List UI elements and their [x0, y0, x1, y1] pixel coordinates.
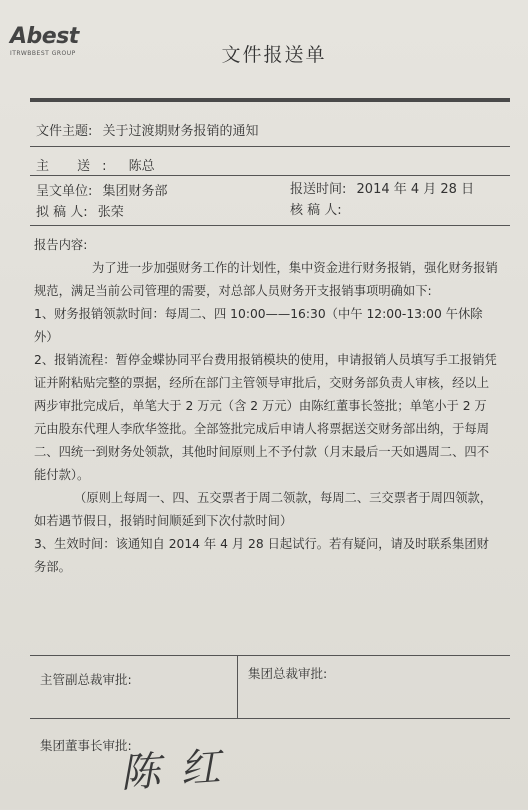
submitter-label: 呈文单位:	[36, 184, 93, 199]
header-divider	[30, 98, 510, 102]
date-row	[290, 178, 474, 197]
content-item-1: 1、财务报销领款时间：每周二、四 10:00——16:30（中午 12:00-13:00 午休除外）	[34, 307, 483, 344]
recipient-value: 陈总	[128, 159, 155, 174]
subject-divider	[30, 146, 510, 147]
submitter-row	[36, 180, 168, 199]
approval-row-divider	[30, 718, 510, 719]
checker-row	[290, 199, 348, 218]
subject-label: 文件主题:	[36, 124, 93, 139]
vp-approval-label: 主管副总裁审批:	[40, 672, 132, 687]
submitter-value: 集团财务部	[102, 184, 168, 199]
approval-column-divider	[237, 656, 238, 718]
chairman-signature: 陈红	[118, 742, 242, 798]
content-note: （原则上每周一、四、五交票者于周二领款，每周二、三交票者于周四领款，如若遇节假日，报销时间顺延到下次付款时间）	[34, 491, 493, 528]
drafter-row	[36, 201, 124, 220]
content-item-3: 3、生效时间：该通知自 2014 年 4 月 28 日起试行。若有疑问，请及时联系集团财务部。	[34, 537, 489, 574]
meta-divider	[30, 225, 510, 226]
content-item-2: 2、报销流程：暂停金蝶协同平台费用报销模块的使用，申请报销人员填写手工报销凭证并附粘贴完整的票据，经所在部门主管领导审批后，交财务部负责人审核，经以上两步审批完成后，单笔大于 2 万元（含 2 万元）由陈红董事长签批；单笔小于 2 万元由股东代理人李欣华签批。全部签批完成后申请人将票据送交财务部出纳，于每周二、四统一到财务处领款，其他时间原则上不予付款（月末最后一天如遇周二、四不能付款）。	[34, 353, 497, 482]
report-content	[34, 234, 498, 579]
chairman-approval-label: 集团董事长审批:	[40, 738, 132, 753]
document-title: 文件报送单	[221, 44, 327, 66]
recipient-label: 主 送:	[36, 159, 119, 174]
drafter-label: 拟 稿 人:	[36, 205, 88, 220]
subject-row	[36, 120, 259, 139]
company-logo-subtitle: ITRWBBEST GROUP	[10, 50, 76, 57]
content-heading: 报告内容:	[34, 238, 88, 252]
content-intro: 为了进一步加强财务工作的计划性，集中资金进行财务报销，强化财务报销规范，满足当前公司管理的需要，对总部人员财务开支报销事项明确如下:	[34, 261, 498, 298]
drafter-value: 张荣	[97, 205, 124, 220]
date-value: 2014 年 4 月 28 日	[356, 182, 475, 197]
approval-table	[30, 655, 510, 810]
recipient-row	[36, 155, 155, 174]
subject-value: 关于过渡期财务报销的通知	[102, 124, 259, 139]
recipient-divider	[30, 175, 510, 176]
president-approval-label: 集团总裁审批:	[248, 666, 328, 681]
company-logo: Abest	[10, 24, 79, 49]
checker-label: 核 稿 人:	[290, 203, 342, 218]
date-label: 报送时间:	[290, 182, 347, 197]
